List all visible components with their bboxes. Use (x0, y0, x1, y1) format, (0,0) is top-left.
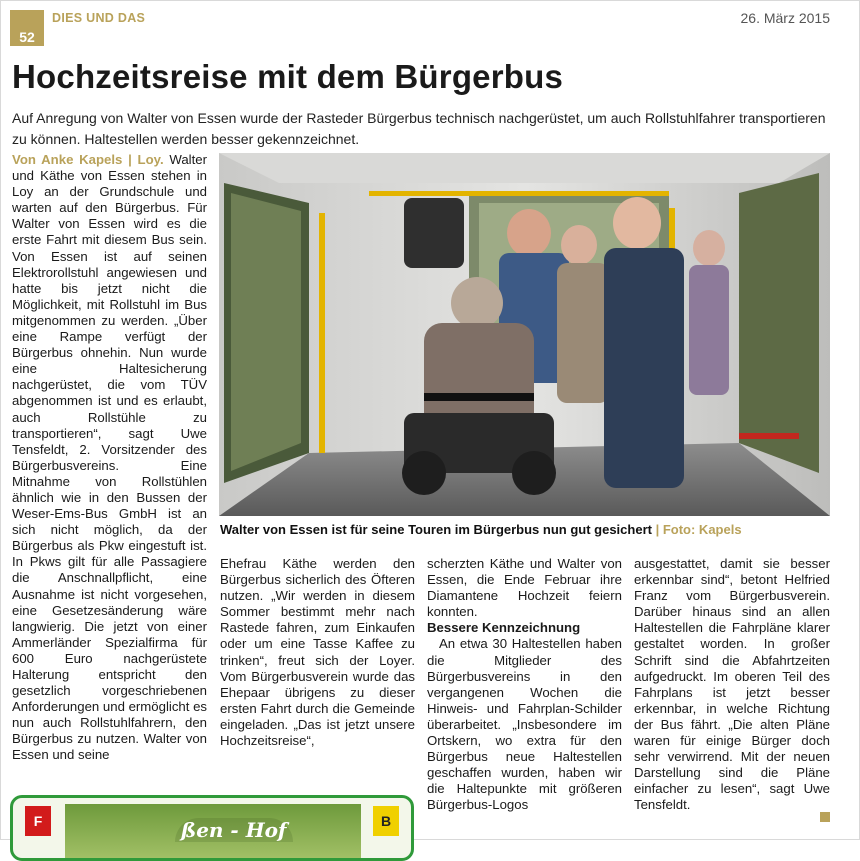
photo-credit: | Foto: Kapels (655, 522, 742, 537)
article-column-2 (220, 556, 415, 749)
article-photo (219, 153, 830, 516)
subheading: Bessere Kennzeichnung (427, 620, 581, 636)
ad-text: ßen - Hof (175, 818, 293, 842)
article-title: Hochzeitsreise mit dem Bürgerbus (12, 58, 564, 95)
column-3-text-b: An etwa 30 Haltestellen haben die Mitglieder des Bürgerbusvereins in den vergangenen Wochen die Hinweis- und Fahrplan-Schilder überarbeitet. „Insbesondere im Ortskern, wo extra für den Bürgerbus neue Haltestellen geschaffen wurden, haben wir die Haltepunkte mit größeren Bürgerbus-Logos (427, 636, 622, 813)
article-end-mark (820, 812, 830, 822)
caption-text: Walter von Essen ist für seine Touren im Bürgerbus nun gut gesichert (220, 522, 652, 537)
column-3-text-a: scherzten Käthe und Walter von Essen, die Ende Februar ihre Diamantene Hochzeit feiern konnten. (427, 556, 622, 620)
column-2-text: Ehefrau Käthe werden den Bürgerbus sicherlich des Öfteren nutzen. „Wir werden in diesem Sommer bestimmt mehr nach Rastede fahren, zum Einkaufen oder um eine Tasse Kaffee zu trinken“, freut sich der Loyer. Vom Bürgerbusverein wurde das Ehepaar übrigens zu dieser ersten Fahrt durch die Gemeinde eingeladen. „Das ist jetzt unsere Hochzeitsreise“, (220, 556, 415, 749)
issue-date: 26. März 2015 (740, 10, 830, 26)
page-number: 52 (10, 10, 44, 46)
ad-badge-right: B (373, 806, 399, 836)
column-4-text: ausgestattet, damit sie besser erkennbar sind“, betont Helfried Franz vom Bürgerbusverein. Darüber hinaus sind an allen Haltestellen die Fahrpläne klarer gestaltet worden. In großer Schrift sind die Abfahrtzeiten aufgedruckt. Im oberen Teil des Fahrplans ist jetzt besser erkennbar, in welche Richtung der Bus fährt. „Die alten Pläne waren für einige Bürger doch sehr verwirrend. Mit der neuen Darstellung sind die Pläne einfacher zu lesen“, sagt Uwe Tensfeldt. (634, 556, 830, 813)
advertisement[interactable] (10, 795, 414, 861)
column-1-text: Walter und Käthe von Essen stehen in Loy an der Grundschule und warten auf den Bürgerbus. Für Walter von Essen wird es die erste Fahrt mit diesem Bus sein. Von Essen ist auf seinen Elektrorollstuhl angewiesen und hatte bis jetzt nicht die Möglichkeit, mit Rollstuhl im Bus mitgenommen zu werden. „Über eine Rampe verfügt der Bürgerbus ohnehin. Nun wurde eine Haltesicherung nachgerüstet, die vom TÜV abgenommen ist und es erlaubt, auch Rollstühle zu transportieren“, sagt Uwe Tensfeldt, 2. Vorsitzender des Bürgerbusvereins. Eine Mitnahme von Rollstühlen ähnlich wie in den Bussen der Weser-Ems-Bus GmbH ist an sich nicht möglich, da der Bürgerbus als Pkw eingestuft ist. In Pkws gilt für alle Passagiere die Anschnallpflicht, eine Ausnahme ist nicht vorgesehen, eine Gesetzesänderung wäre langwierig. Die jetzt von einer Ammerländer Spezialfirma für 600 Euro nachgerüstete Halterung entspricht den gesetzlich vorgeschriebenen Anforderungen und ermöglicht es nun auch Rollstuhlfahrern, den Bürgerbus zu nutzen. Walter von Essen und seine (12, 152, 208, 763)
section-label: DIES UND DAS (52, 11, 146, 25)
ad-image (65, 804, 361, 861)
article-column-3 (427, 556, 622, 814)
photo-caption (220, 522, 742, 537)
article-column-4 (634, 556, 830, 814)
bus-interior-photo (219, 153, 830, 516)
article-column-1 (12, 152, 207, 764)
article-lead: Auf Anregung von Walter von Essen wurde der Rasteder Bürgerbus technisch nachgerüstet, um auch Rollstuhlfahrer transportieren zu können. Haltestellen werden besser gekennzeichnet. (12, 110, 826, 147)
byline: Von Anke Kapels | Loy. (12, 152, 164, 167)
ad-badge-left: F (25, 806, 51, 836)
